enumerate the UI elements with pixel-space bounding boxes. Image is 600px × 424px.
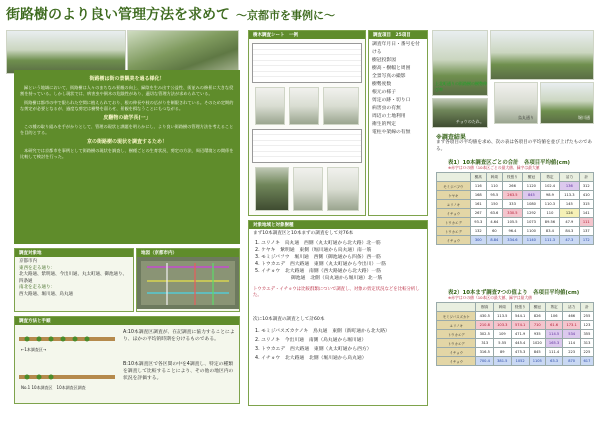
photo-street-trees-2 [127, 30, 239, 74]
map-panel [136, 248, 240, 312]
caption-2: チョウのたれ。 [455, 119, 484, 124]
results-header: ※調査結果 [436, 134, 466, 141]
intro-para-3: この種の取り組みを手がかりとして、管理の現状と課題を明らかにし、より良い街路樹の管理方法を考えることを目的とする。 [20, 124, 234, 135]
photo-street-trees-1 [6, 30, 126, 74]
survey-sheet-title: 樹木調査シート 一例 [249, 31, 365, 39]
target-line-1: 京都市内 [19, 259, 37, 264]
table-cell: 111 [579, 218, 593, 227]
table-cell: 106 [545, 312, 563, 321]
table-cell: 165.3 [545, 339, 563, 348]
table-cell: 113.3 [560, 191, 579, 200]
tree-row: 3. モミジバフウ 堀川通 西側（御池通から四条）西一筋 [255, 254, 381, 260]
survey-sheet-table [252, 129, 362, 163]
survey-item: 病害虫の有無 [372, 106, 401, 111]
table-cell: 83.4 [540, 227, 559, 236]
table-cell: 300 [470, 236, 486, 245]
table-cell: 89 [494, 348, 512, 357]
title-main: 街路樹のより良い管理方法を求めて [6, 7, 230, 23]
table-col-header: 活力 [563, 303, 581, 312]
map-header: 地図（京都市内） [137, 249, 239, 257]
tree-row: 1. ユリノキ 烏丸通 西側（丸太町通から北大路）北一筋 [255, 241, 381, 246]
table-row-name: ケヤキ [437, 191, 471, 200]
tree-row: 3. トウカエデ 西大路通 東側（丸太町通から西方） [255, 347, 372, 352]
table-cell: 1080 [523, 200, 541, 209]
tree-row: 5. イチョウ 北大路通 南側（西大路通から北大路）一筋 [255, 268, 381, 274]
poster-title [6, 4, 406, 26]
table-cell: 89.56 [540, 218, 559, 227]
table-cell: 113.5 [494, 312, 512, 321]
survey-items-panel [368, 30, 428, 216]
table-col-header: 枝張り [502, 173, 522, 182]
table-cell: 132 [470, 227, 486, 236]
table-row-name: トウカエデ [437, 227, 471, 236]
photo-right-2 [490, 30, 594, 80]
table-cell: 471.9 [511, 330, 529, 339]
table-row-name: イチョウ [437, 348, 476, 357]
method-panel [14, 316, 240, 404]
table-col-header: 枝張り [511, 303, 529, 312]
table-col-header: 樹高 [470, 173, 486, 182]
survey-items-list [369, 39, 427, 139]
table-row [437, 218, 594, 227]
photo-right-3 [432, 98, 488, 128]
table1-title: 表1）10本調査区ごとの合計 各項目平均値(cm) [448, 160, 571, 166]
table-cell: 255 [580, 312, 593, 321]
table-cell: 870 [563, 357, 581, 366]
results-desc: まず各項目の平均値を求め、次の表は各項目の平均値を並び上げたものである。 [436, 140, 593, 152]
table-cell: 845 [523, 191, 541, 200]
table-row [437, 339, 594, 348]
tree-list-1 [255, 241, 425, 282]
table-cell: 102.4 [540, 182, 559, 191]
table-cell: 63.3 [545, 357, 563, 366]
target-trees-panel [248, 220, 428, 406]
table-cell: 109 [494, 330, 512, 339]
table-row [437, 236, 594, 245]
table-cell: 110.3 [540, 200, 559, 209]
table-cell: 136 [560, 182, 579, 191]
table-cell: 47.9 [560, 218, 579, 227]
table-cell: 1120 [523, 182, 541, 191]
table-cell: 935 [529, 330, 545, 339]
table-1 [436, 172, 594, 245]
table-cell: 315 [579, 200, 593, 209]
caption-1: 上北町通りの街路樹の樹勢伸び率 [435, 81, 487, 92]
table-cell: 172 [579, 236, 593, 245]
table-row-name: モミジバフウ [437, 182, 471, 191]
target-streets-ns: 西大路通、堀川通、烏丸通 [19, 291, 73, 297]
intro-para-2: 街路樹は都市の中で限られた空間に植えられており、根の伸長や枝の広がりを制限されている。そのため定期的な剪定が必要となるが、過度な剪定は樹勢を弱らせ、景観を損なうことにもつながる。 [20, 100, 234, 111]
table-cell: 47.3 [560, 236, 579, 245]
table-cell: 96.4 [502, 227, 522, 236]
survey-item: 樹高・樹幅と周囲 [372, 66, 411, 71]
table-cell: 1052 [511, 357, 529, 366]
table-row [437, 200, 594, 209]
table-cell: 263.5 [502, 191, 522, 200]
table-cell: 330.5 [502, 209, 522, 218]
survey-item: 根元の様子 [372, 90, 396, 95]
table-col-header: 剪定 [540, 173, 559, 182]
table-cell: 267 [470, 209, 486, 218]
table-cell: 105.5 [502, 218, 522, 227]
photo-right-1 [432, 30, 488, 96]
target-area-header: 調査対象地 [15, 249, 133, 257]
table-cell: 544.1 [511, 312, 529, 321]
table-cell: 137 [579, 227, 593, 236]
target-trees-subhead: まず10本調査区と10本まずの調査をして対76本 [253, 231, 354, 236]
survey-item: 樹勢度数 [372, 82, 392, 87]
target-streets-ew: 北大路通、紫明通、今出川通、丸太町通、御池通り、四条通 [19, 272, 127, 284]
intro-heading-2: 皮翻物の硫学長(一」 [103, 115, 151, 121]
sheet-tree-photo-5 [293, 167, 323, 211]
table-cell: 168 [470, 191, 486, 200]
tree-row: 1. モミジバスズカケノキ 鳥丸通 東側（新町通から北大路） [255, 329, 390, 334]
method-step-1: A:10本調査区調査が、在記調査に協力することにより、ほかの平均的時期を分けるものである。 [123, 330, 235, 342]
table-cell: 1100 [523, 227, 541, 236]
sheet-tree-photo-6 [327, 167, 359, 211]
table-row-name: イチョウ [437, 209, 471, 218]
table-cell: 302.5 [476, 330, 494, 339]
tree-row: 4. イチョウ 北大路通 北側（堀川通から烏丸通） [255, 356, 367, 361]
table-cell: 63.6 [486, 209, 502, 218]
table-cell: 333 [502, 200, 522, 209]
table-cell: 84.3 [560, 227, 579, 236]
table-cell: 826 [529, 312, 545, 321]
table-2 [436, 302, 594, 366]
table-cell: 141 [579, 209, 593, 218]
table-cell: 110 [486, 182, 502, 191]
target-trees-note: トウカエデ・イチョウは比較群類についで調査し、対象の剪定状況などを比較分析した。 [253, 287, 420, 298]
method-step-2: B:10本調査区で各区間の中を4調査し、特定の種類を調査して比較することにより、その他の地区内の状況を評価する。 [123, 362, 234, 381]
target-line-2: 東西を走る通り： [19, 265, 55, 271]
table-cell: 210.8 [476, 321, 494, 330]
table-row-name: ユリノキ [437, 321, 476, 330]
table-cell: 124 [560, 209, 579, 218]
table-row [437, 227, 594, 236]
photo-right-4 [494, 82, 538, 124]
table-cell: 223 [563, 348, 581, 357]
sheet-tree-photo-2 [289, 87, 319, 125]
table-cell: 98.9 [540, 191, 559, 200]
tree-row: 2. ケヤキ 紫明通 東側（堀川通から烏丸通）南一筋 [255, 247, 372, 253]
table-cell: 574.1 [511, 321, 529, 330]
survey-item: 調査年月日・番号を付ける [372, 42, 420, 55]
table-cell: 173.1 [563, 321, 581, 330]
tree-row: 4. トウカエデ 西大路通 東側（丸太町通から今出川）一筋 [255, 261, 386, 267]
table-col-header: 幹周 [494, 303, 512, 312]
survey-item: 全景写真の撮影 [372, 74, 406, 79]
target-trees-subhead-2: 次に10本調査の調査として計60本 [253, 317, 325, 322]
survey-sheet [248, 30, 366, 216]
table-col-header: 活力 [560, 173, 579, 182]
table-col-header: 計 [580, 303, 593, 312]
table-cell: 1020 [529, 339, 545, 348]
table1-sub: ※赤字は０の値（10本区ごとの最大値、緑字は最大値 [448, 165, 540, 170]
sheet-tree-photo-1 [255, 87, 285, 125]
table-row-name: イチョウ [437, 236, 471, 245]
target-line-3: 南北を走る通り： [19, 285, 55, 290]
intro-box [14, 70, 240, 244]
table-cell: 1073 [523, 218, 541, 227]
table-cell: 1105 [529, 357, 545, 366]
table-col-header: 計 [579, 173, 593, 182]
method-note-b: No.1 10本調査区 10本調査区調査 [21, 385, 86, 390]
intro-para-4: 本研究では京都市を事例として街路樹の現状を調査し、樹種ごとの生育状況、剪定の方法、周辺環境との関係を比較して検討を行った。 [20, 148, 234, 159]
table-cell: 334.6 [502, 236, 522, 245]
table-corner [437, 173, 471, 182]
table-cell: 5.55 [494, 339, 512, 348]
table-cell: 114 [563, 339, 581, 348]
table-row [437, 312, 594, 321]
table-cell: 1140 [523, 236, 541, 245]
table-row-name: トウカエデ [437, 218, 471, 227]
table-cell: 60 [486, 227, 502, 236]
table-cell: 145 [560, 200, 579, 209]
table-cell: 111.3 [540, 236, 559, 245]
survey-item: 剪定の跡・切り口 [372, 98, 411, 103]
table-cell: 111.4 [545, 348, 563, 357]
table-cell: 61.6 [545, 321, 563, 330]
intro-heading-1: 街路樹は街の景観美を過る様化！ [89, 76, 165, 82]
table-row-name: トウカエデ [437, 339, 476, 348]
table-cell: 381.5 [494, 357, 512, 366]
table-cell: 266 [502, 182, 522, 191]
table-cell: 4.64 [486, 218, 502, 227]
tree-list-2 [255, 327, 425, 363]
intro-heading-3: 京の街路樹の現状を調査するため！ [86, 139, 167, 145]
table-row [437, 321, 594, 330]
table-cell: 316.5 [476, 348, 494, 357]
caption-4: 堀川通 [578, 115, 590, 120]
table-row [437, 330, 594, 339]
target-trees-header: 対象地域と対象樹種 [249, 221, 427, 229]
table-cell: 700.4 [476, 357, 494, 366]
table-cell: 8.84 [486, 236, 502, 245]
table-corner [437, 303, 476, 312]
table-col-header: 樹冠 [523, 173, 541, 182]
table-row [437, 357, 594, 366]
table-cell: 710 [529, 321, 545, 330]
table-cell: 312 [579, 182, 593, 191]
survey-item: 衛生的判定 [372, 122, 396, 127]
title-sub: 〜京都市を事例に〜 [236, 9, 335, 22]
table-cell: 103.3 [494, 321, 512, 330]
method-note-a: ←1本調査区→ [21, 347, 47, 352]
table-cell: 445.4 [511, 339, 529, 348]
table-cell: 410 [579, 191, 593, 200]
table-cell: 466 [563, 312, 581, 321]
table-col-header: 幹周 [486, 173, 502, 182]
table-cell: 225 [580, 348, 593, 357]
sheet-tree-photo-4 [255, 167, 289, 211]
survey-sheet-form [252, 43, 362, 83]
table-row [437, 191, 594, 200]
table-cell: 313 [580, 339, 593, 348]
table-cell: 116 [470, 182, 486, 191]
table-row [437, 348, 594, 357]
survey-item: 周辺の土地利用 [372, 114, 406, 119]
table-row [437, 182, 594, 191]
table-cell: 123 [580, 321, 593, 330]
table-row-name: トウカエデ [437, 330, 476, 339]
table-cell: 161 [470, 200, 486, 209]
table-cell: 475.3 [511, 348, 529, 357]
table-cell: 617 [580, 357, 593, 366]
table2-sub: ※赤字は０の値（10本区の最大値、緑字は最大値 [448, 295, 532, 300]
table-cell: 355 [580, 330, 593, 339]
table2-title: 表2）10本まず調査7つの值より 各項目平均値(cm) [448, 290, 580, 296]
tree-row: 御池通 北側（烏丸通から堀川通）北一筋 [291, 275, 383, 281]
table-cell: 534 [563, 330, 581, 339]
table-cell: 93.3 [470, 218, 486, 227]
table-cell: 110 [540, 209, 559, 218]
table-row-name: ユリノキ [437, 200, 471, 209]
sheet-tree-photo-3 [323, 87, 359, 125]
table-col-header: 樹高 [476, 303, 494, 312]
survey-item: 電柱や架線の有無 [372, 130, 411, 135]
target-area-panel [14, 248, 134, 312]
table-row-name: モミジバスズカケ [437, 312, 476, 321]
caption-3: 烏丸通り [518, 115, 534, 120]
table-cell: 313 [476, 339, 494, 348]
tree-row: 2. ユリノキ 今出川通 南側（烏丸通から堀川通） [255, 338, 367, 343]
table-row [437, 209, 594, 218]
table-cell: 430.5 [476, 312, 494, 321]
table-row-name: イチョウ [437, 357, 476, 366]
table-cell: 845 [529, 348, 545, 357]
table-col-header: 樹冠 [529, 303, 545, 312]
intro-para-1: 緑という地域において、街路樹は人々のまちなみ景観の向上、緑陰を生み出す公益性、街並みの修景に大きな役割を持っている。しかし現状では、病害虫や倒木の危険性があり、適切な管理方法が求められている。 [20, 85, 234, 96]
survey-item: 樹冠投影図 [372, 58, 396, 63]
kyoto-map [137, 257, 239, 309]
survey-items-header: 調査項目 25項目 [369, 31, 427, 39]
table-col-header: 剪定 [545, 303, 563, 312]
method-header: 調査方法と手順 [15, 317, 239, 325]
table-cell: 1292 [523, 209, 541, 218]
table-cell: 150 [486, 200, 502, 209]
table-cell: 95.5 [486, 191, 502, 200]
photo-right-5 [540, 82, 594, 124]
table-cell: 114.5 [545, 330, 563, 339]
